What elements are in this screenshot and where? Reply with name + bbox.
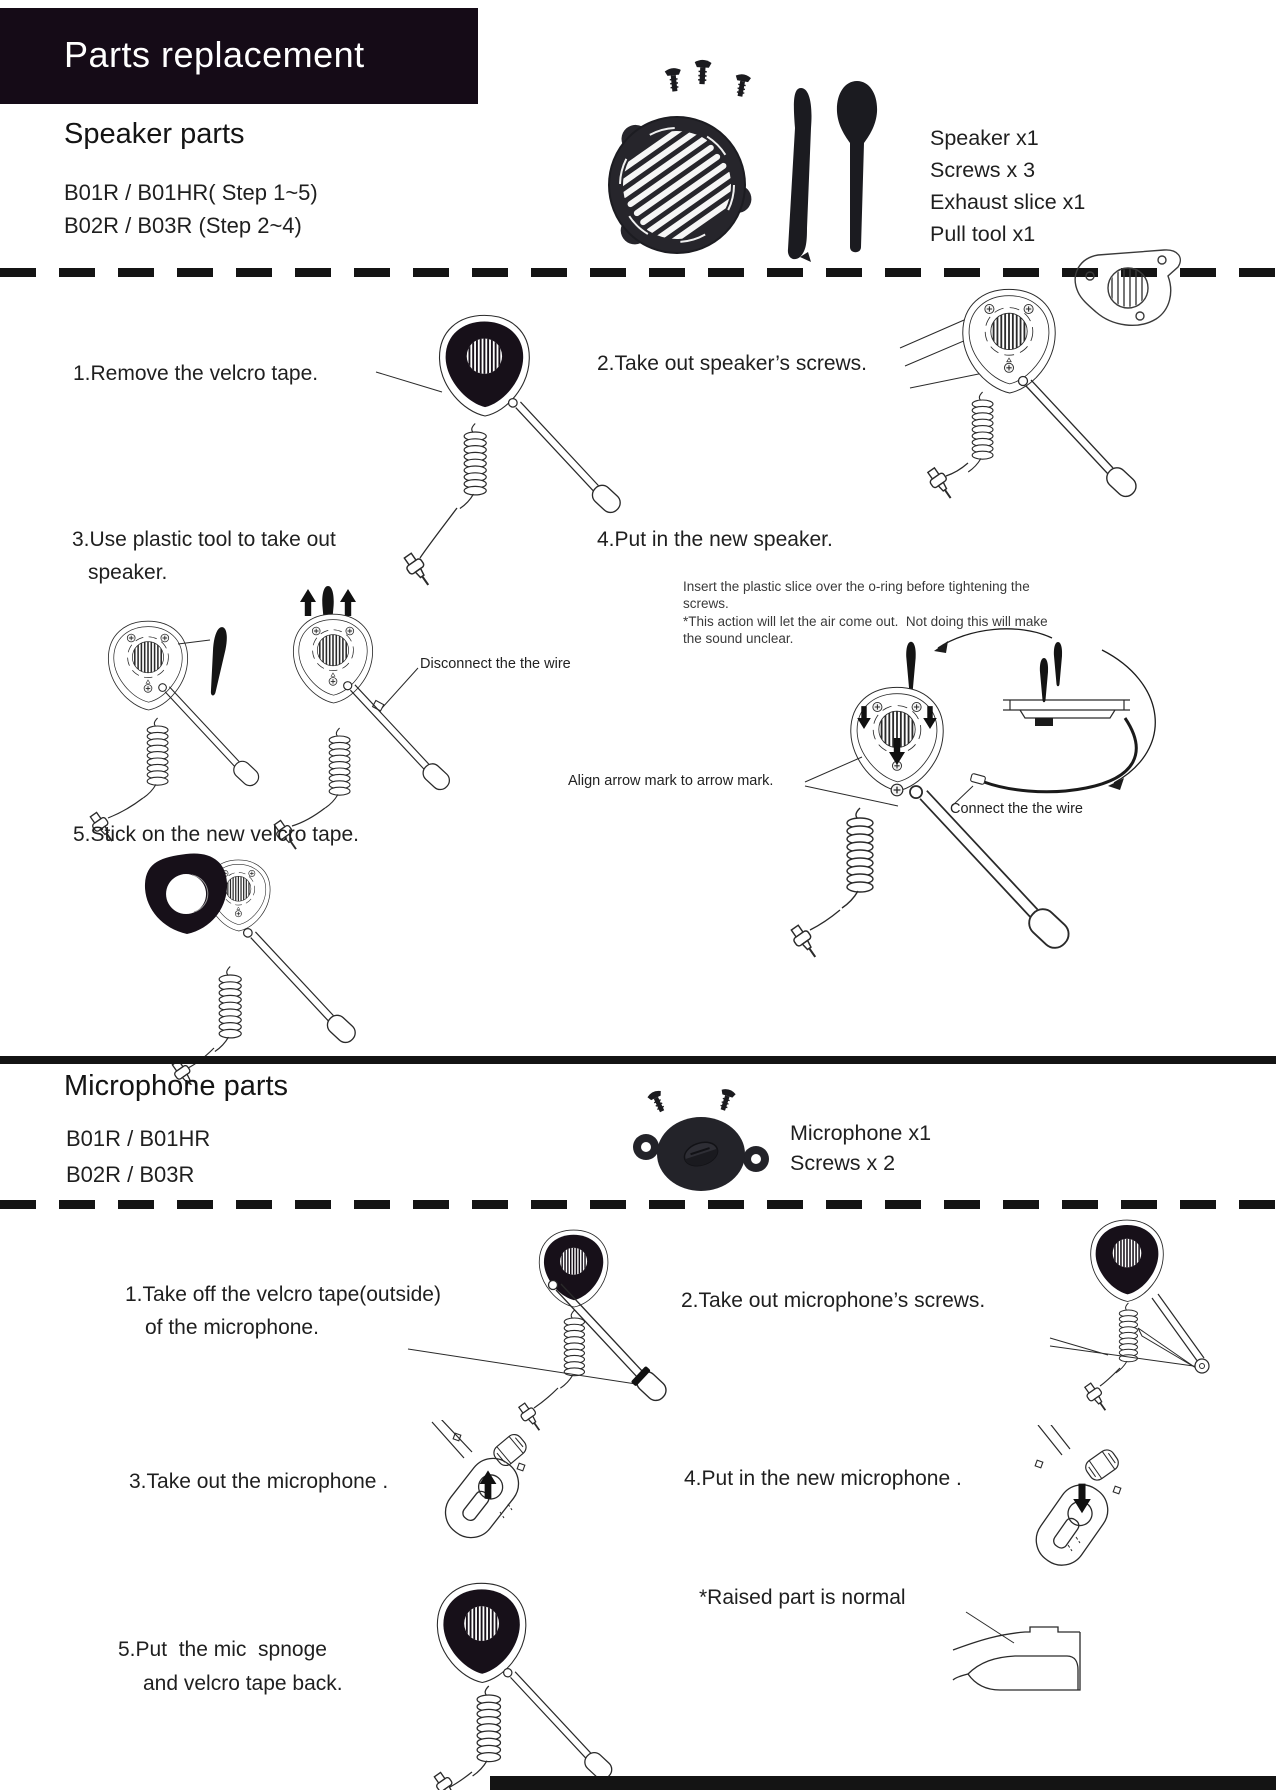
speaker-step5-illustration [130, 850, 440, 1085]
mic-step3-label: 3.Take out the microphone . [129, 1470, 389, 1493]
arrowhead [934, 641, 948, 653]
speaker-step1-label: 1.Remove the velcro tape. [73, 362, 319, 385]
microphone-icon [633, 1117, 769, 1191]
o-ring-side-view [1003, 658, 1130, 726]
mic-step5-label-line1: 5.Put the mic spnoge [118, 1638, 327, 1661]
leader-line [952, 786, 973, 806]
mic-step4-illustration [1010, 1425, 1140, 1573]
align-arrow-annotation: Align arrow mark to arrow mark. [568, 773, 774, 789]
speaker-kit-item: Screws x 3 [930, 158, 1036, 182]
speaker-step2-illustration [820, 248, 1276, 510]
speaker-models-line2: B02R / B03R (Step 2~4) [64, 213, 302, 238]
mic-step1-illustration [400, 1222, 700, 1434]
speaker-step3-label-line1: 3.Use plastic tool to take out [72, 528, 336, 551]
disconnect-wire-annotation: Disconnect the the wire [420, 656, 571, 672]
speaker-back-cover-icon [1075, 250, 1180, 325]
raised-part-illustration [940, 1608, 1100, 1703]
leader-line [408, 1349, 649, 1386]
note-line: *This action will let the air come out. Not doing this will make [683, 613, 1048, 629]
mic-step2-illustration [960, 1210, 1276, 1422]
speaker-grille-icon [607, 117, 754, 254]
mic-step1-label-line1: 1.Take off the velcro tape(outside) [125, 1283, 441, 1306]
mic-step5-label-line2: and velcro tape back. [143, 1672, 343, 1695]
mic-step1-label-line2: of the microphone. [145, 1316, 319, 1339]
mic-step3-illustration [430, 1420, 550, 1545]
wire [984, 718, 1136, 792]
dashed-divider [0, 1200, 1276, 1209]
section-divider [0, 1056, 1276, 1064]
note-line: the sound unclear. [683, 631, 794, 647]
raised-part-note: *Raised part is normal [699, 1586, 906, 1609]
microphone-kit-photo [630, 1080, 770, 1200]
speaker-step5-label: 5.Stick on the new velcro tape. [73, 823, 359, 846]
exhaust-slice-icon [788, 88, 812, 262]
microphone-section-heading: Microphone parts [64, 1070, 289, 1102]
speaker-step2-label: 2.Take out speaker’s screws. [597, 352, 868, 375]
speaker-models-line1: B01R / B01HR( Step 1~5) [64, 180, 318, 205]
speaker-kit-photo [595, 55, 887, 263]
microphone-models-line1: B01R / B01HR [66, 1126, 211, 1151]
note-line: screws. [683, 596, 729, 612]
speaker-step4-label: 4.Put in the new speaker. [597, 528, 833, 551]
speaker-section-heading: Speaker parts [64, 118, 245, 150]
speaker-kit-item: Exhaust slice x1 [930, 190, 1086, 214]
velcro-pad-icon [145, 853, 227, 934]
mic-step5-illustration [400, 1560, 660, 1790]
note-line: Insert the plastic slice over the o-ring before tightening the [683, 579, 1030, 594]
leader-line [382, 668, 418, 708]
speaker-step3-label-line2: speaker. [88, 561, 168, 584]
pull-tool-icon [837, 81, 877, 252]
microphone-kit-item: Microphone x1 [790, 1121, 932, 1145]
speaker-step1-illustration [360, 300, 650, 600]
page-title: Parts replacement [64, 34, 365, 75]
speaker-kit-item: Pull tool x1 [930, 222, 1036, 246]
speaker-step4-illustration [690, 620, 1276, 1030]
microphone-kit-item: Screws x 2 [790, 1151, 896, 1175]
mic-step4-label: 4.Put in the new microphone . [684, 1467, 962, 1490]
leader-line [376, 372, 442, 392]
footer-bar [490, 1776, 1276, 1790]
connect-wire-annotation: Connect the the wire [950, 801, 1083, 817]
mic-step2-label: 2.Take out microphone’s screws. [681, 1289, 986, 1312]
microphone-models-line2: B02R / B03R [66, 1162, 195, 1187]
speaker-kit-item: Speaker x1 [930, 126, 1039, 150]
